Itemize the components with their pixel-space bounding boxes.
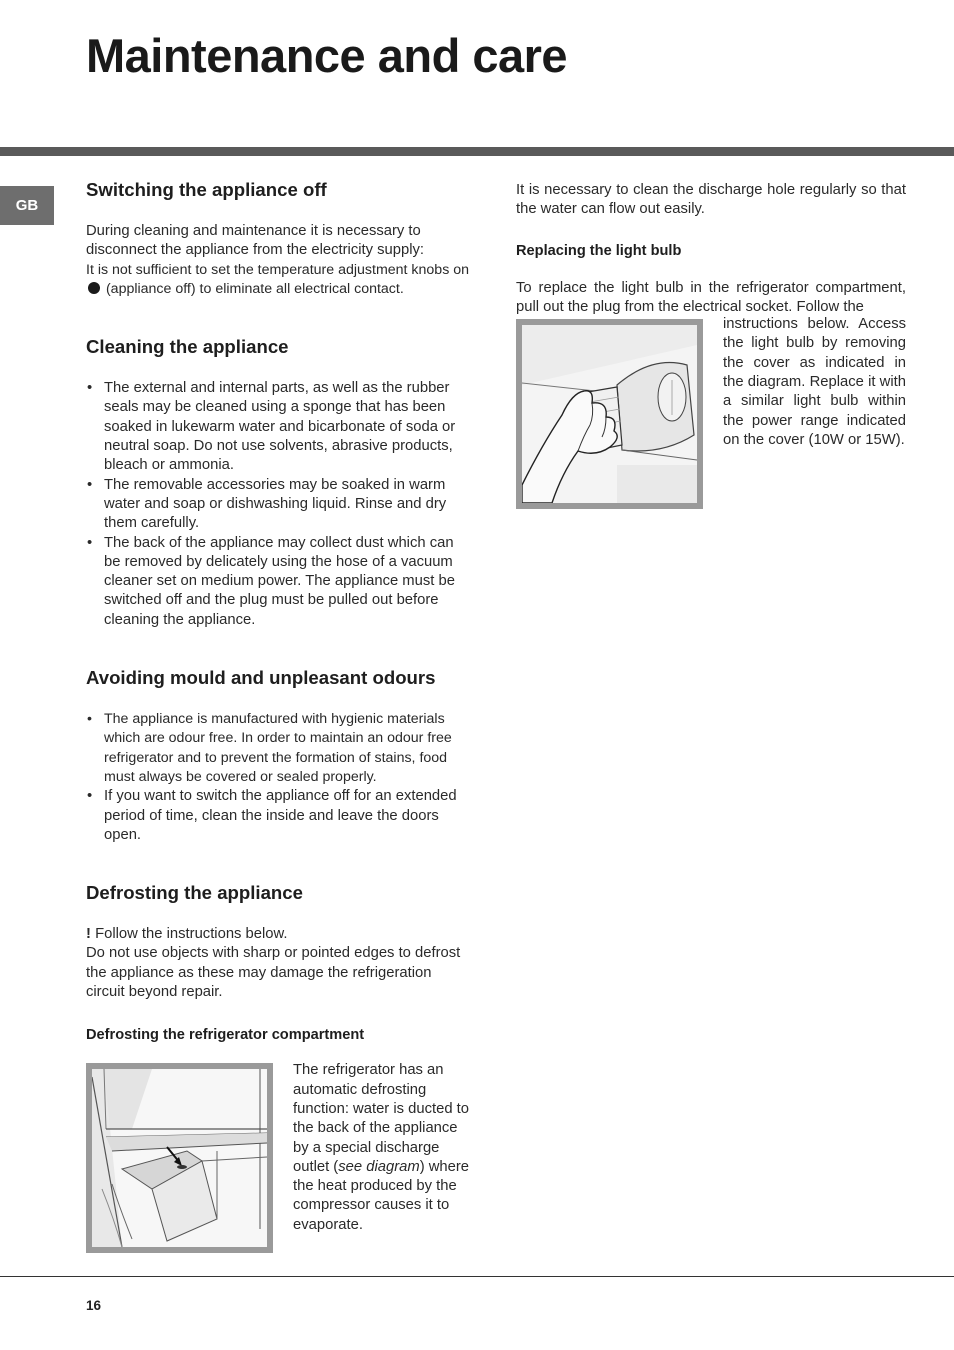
section-title: Defrosting the appliance bbox=[86, 882, 303, 904]
list-item: • The external and internal parts, as well as the rubber seals may be cleaned using a sponge that has been soaked in lukewarm water and bicarbonate of soda or neutral soap. Do not use solvents, abrasive products, bleach or ammonia. bbox=[86, 379, 471, 475]
subsection-title: Defrosting the refrigerator compartment bbox=[86, 1027, 365, 1044]
language-tab: GB bbox=[0, 186, 54, 225]
paragraph: It is necessary to clean the discharge hole regularly so that the water can flow out easily. bbox=[516, 182, 906, 218]
text-run: Follow the instructions below. bbox=[95, 926, 288, 943]
appliance-off-symbol-icon bbox=[88, 282, 100, 294]
text-run: It is not sufficient to set the temperature adjustment knobs on bbox=[86, 261, 470, 278]
left-column bbox=[86, 178, 471, 1253]
defrost-diagram-figure bbox=[86, 1063, 273, 1253]
section-switching-off bbox=[86, 178, 471, 299]
subsection-title: Replacing the light bulb bbox=[516, 242, 682, 259]
bullet-list bbox=[86, 710, 471, 845]
section-title: Avoiding mould and unpleasant odours bbox=[86, 667, 436, 689]
light-bulb-diagram-figure bbox=[516, 319, 703, 509]
section-title: Switching the appliance off bbox=[86, 179, 327, 200]
warning-mark: ! bbox=[86, 926, 91, 943]
list-item: • The removable accessories may be soaked in warm water and soap or dishwashing liquid. Rinse and dry them carefully. bbox=[86, 476, 471, 534]
text-run-italic: see diagram bbox=[338, 1158, 420, 1175]
defrost-figure-row bbox=[86, 1063, 471, 1253]
paragraph: To replace the light bulb in the refrigerator compartment, pull out the plug from the electrical socket. Follow the bbox=[516, 279, 906, 315]
list-item: • The appliance is manufactured with hygienic materials which are odour free. In order to maintain an odour free refrigerator and to prevent the formation of stains, food must always be covered or sealed properly. bbox=[86, 710, 471, 787]
section-cleaning bbox=[86, 335, 471, 630]
bottom-divider bbox=[0, 1276, 954, 1277]
text-run: (appliance off) to eliminate all electrical contact. bbox=[105, 280, 404, 297]
right-column bbox=[516, 181, 906, 509]
section-mould bbox=[86, 666, 471, 845]
paragraph: During cleaning and maintenance it is necessary to disconnect the appliance from the electricity supply: bbox=[86, 223, 425, 259]
text-run: ) where the heat produced by the compressor causes it to evaporate. bbox=[293, 1158, 470, 1233]
page-title: Maintenance and care bbox=[86, 29, 568, 82]
text-run: The refrigerator has an automatic defrosting function: water is ducted to the back of the appliance by a special discharge outlet ( bbox=[293, 1062, 470, 1175]
list-item: • The back of the appliance may collect dust which can be removed by delicately using the hose of a vacuum cleaner set on medium power. The appliance must be switched off and the plug must be pulled out before cleaning the appliance. bbox=[86, 534, 471, 630]
light-bulb-instructions: instructions below. Access the light bulb by removing the cover as indicated in the diagram. Replace it with a similar light bulb within the power range indicated on the cover (10W or 15W). bbox=[723, 316, 906, 448]
section-title: Cleaning the appliance bbox=[86, 336, 289, 358]
bullet-list bbox=[86, 379, 471, 630]
list-item: • If you want to switch the appliance off for an extended period of time, clean the inside and leave the doors open. bbox=[86, 787, 471, 845]
bulb-figure-row bbox=[516, 317, 906, 509]
defrost-description bbox=[293, 1061, 471, 1253]
paragraph: Do not use objects with sharp or pointed edges to defrost the appliance as these may damage the refrigeration circuit beyond repair. bbox=[86, 945, 461, 1001]
fridge-interior-drawing bbox=[92, 1069, 267, 1247]
paragraph bbox=[86, 261, 471, 300]
section-defrosting bbox=[86, 881, 471, 1253]
light-cover-removal-drawing bbox=[522, 325, 697, 503]
top-divider bbox=[0, 147, 954, 156]
page-number: 16 bbox=[86, 1298, 102, 1313]
warning-line bbox=[86, 925, 471, 944]
